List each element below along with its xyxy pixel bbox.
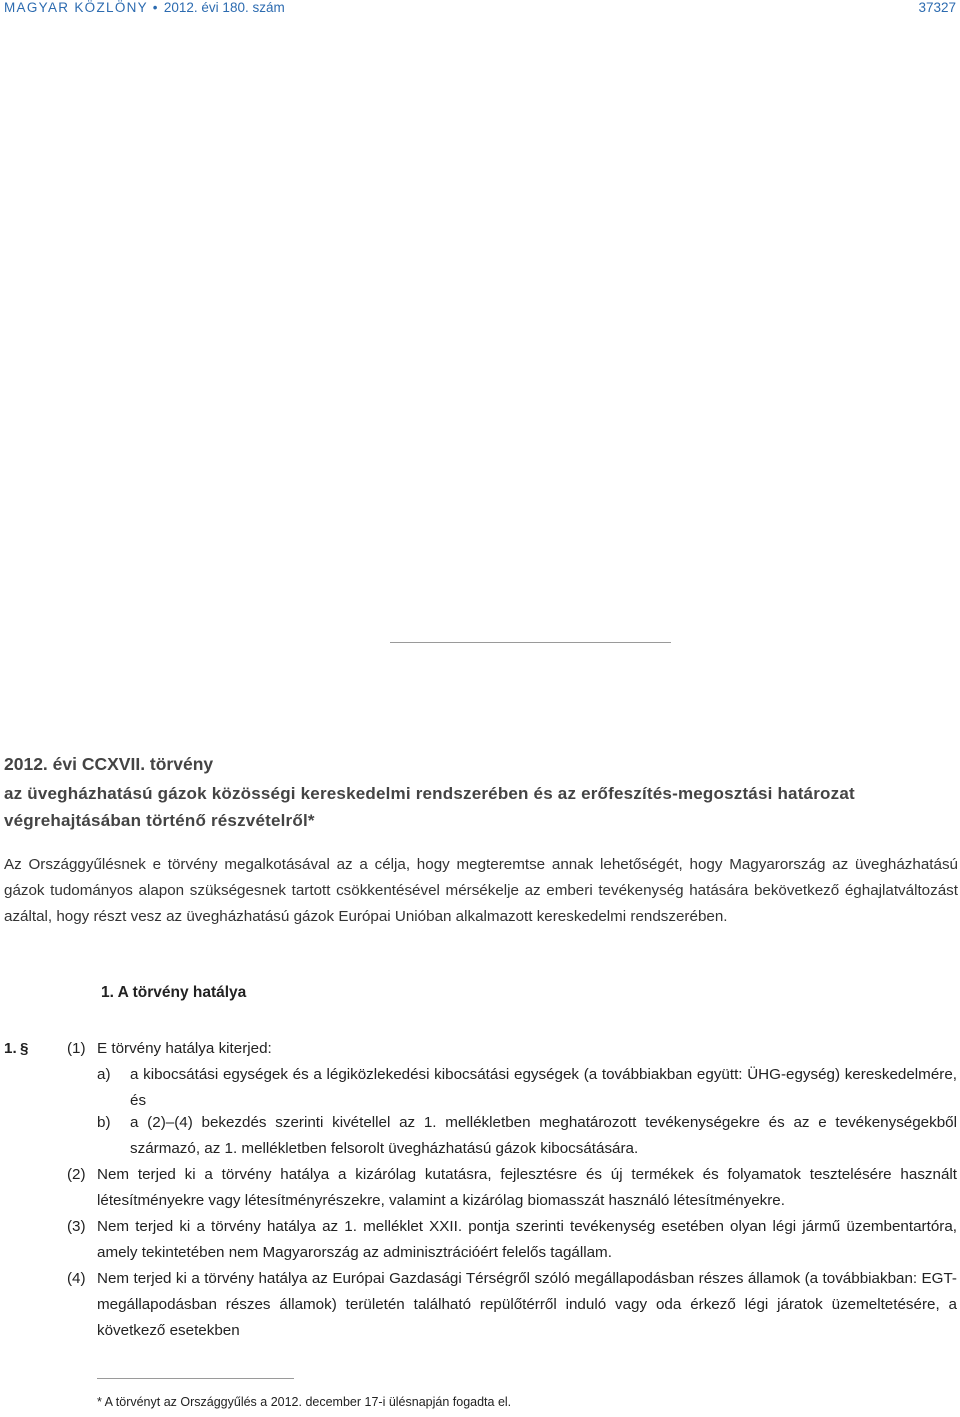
item-letter-b: b) xyxy=(97,1114,111,1131)
law-title: az üvegházhatású gázok közösségi kereskedelmi rendszerében és az erőfeszítés-megosztási határozat végrehajtásában történő részvételről* xyxy=(4,784,855,830)
subsection-text-4: Nem terjed ki a törvény hatálya az Európai Gazdasági Térségről szóló megállapodásban részes államok (a továbbiakban: EGT-megállapodásban részes államok) területén található repülőtérről induló vagy oda érkező légi járatok üzemeltetésére, a következő esetekben xyxy=(97,1270,957,1339)
paragraph-symbol: § xyxy=(20,1040,29,1057)
subsection-number-1: (1) xyxy=(67,1040,86,1057)
subsection-text-1: E törvény hatálya kiterjed: xyxy=(97,1040,272,1057)
header-publication-info xyxy=(4,0,285,15)
header-page-number: 37327 xyxy=(918,0,956,15)
subsection-number-4: (4) xyxy=(67,1270,86,1287)
item-text-b: a (2)–(4) bekezdés szerinti kivétellel az 1. mellékletben meghatározott tevékenységekre és az e tevékenységekből származó, az 1. mellékletben felsorolt üvegházhatású gázok kibocsátására. xyxy=(130,1114,957,1157)
header-publication: MAGYAR KÖZLÖNY xyxy=(4,0,148,15)
subsection-number-2: (2) xyxy=(67,1166,86,1183)
footnote-rule xyxy=(97,1378,294,1379)
section-divider xyxy=(390,642,671,643)
page-header xyxy=(4,0,956,18)
item-letter-a: a) xyxy=(97,1066,111,1083)
law-preamble: Az Országgyűlésnek e törvény megalkotásával az a célja, hogy megteremtse annak lehetőségét, hogy Magyarország az üvegházhatású gázok tudományos alapon szükségesnek tartott csökkentésével mérsékelje az emberi tevékenység hatására bekövetkező éghajlatváltozást azáltal, hogy részt vesz az üvegházhatású gázok Európai Unióban alkalmazott kereskedelmi rendszerében. xyxy=(4,856,958,925)
paragraph-number: 1. xyxy=(4,1040,17,1057)
header-issue: 2012. évi 180. szám xyxy=(163,0,285,15)
subsection-text-3: Nem terjed ki a törvény hatálya az 1. melléklet XXII. pontja szerinti tevékenység esetében olyan légi jármű üzembentartóra, amely tekintetében nem Magyarország az adminisztrációért felelős tagállam. xyxy=(97,1218,957,1261)
header-bullet: • xyxy=(152,0,159,15)
subsection-number-3: (3) xyxy=(67,1218,86,1235)
item-text-a: a kibocsátási egységek és a légiközlekedési kibocsátási egységek (a továbbiakban együtt: ÜHG-egység) kereskedelmére, és xyxy=(130,1066,957,1109)
footnote: * A törvényt az Országgyűlés a 2012. december 17-i ülésnapján fogadta el. xyxy=(97,1395,512,1409)
subsection-text-2: Nem terjed ki a törvény hatálya a kizárólag kutatásra, fejlesztésre és új termékek és folyamatok tesztelésére használt létesítményekre vagy létesítményrészekre, valamint a kizárólag biomasszát használó létesítményekre. xyxy=(97,1166,957,1209)
section-heading: 1. A törvény hatálya xyxy=(101,984,247,1001)
law-number: 2012. évi CCXVII. törvény xyxy=(4,754,214,774)
